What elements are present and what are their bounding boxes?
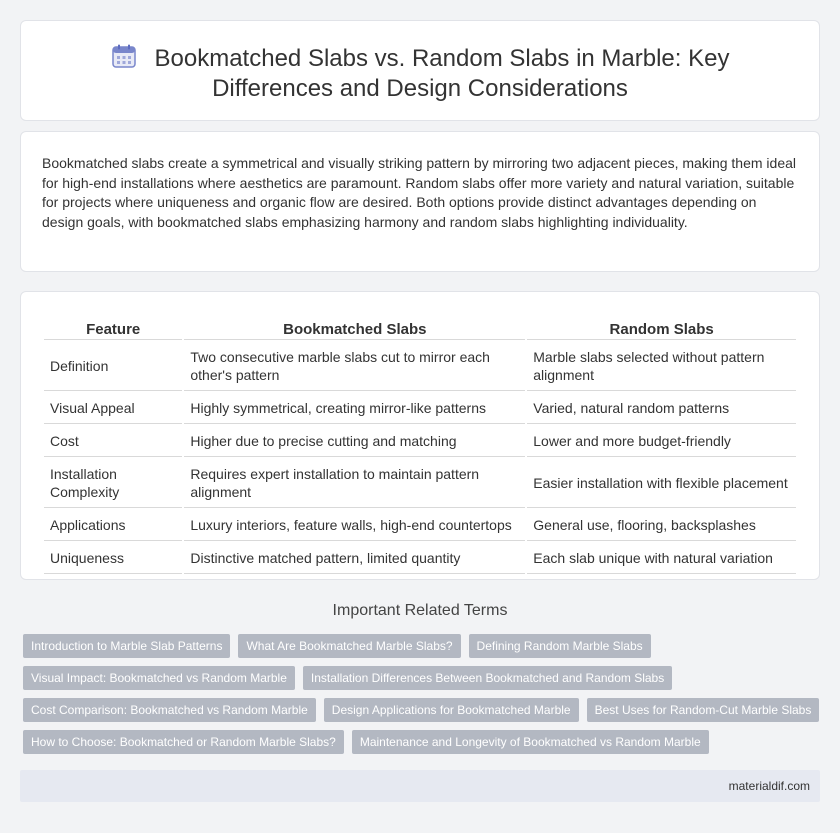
bookmatched-cell: Highly symmetrical, creating mirror-like patterns [184,393,525,424]
table-row [44,342,796,391]
table-row [44,510,796,541]
bookmatched-cell: Requires expert installation to maintain pattern alignment [184,459,525,508]
feature-cell: Applications [44,510,182,541]
feature-cell: Definition [44,342,182,391]
table-row [44,459,796,508]
footer-site[interactable]: materialdif.com [728,779,810,793]
related-term-link[interactable]: Design Applications for Bookmatched Marble [324,698,579,722]
feature-cell: Uniqueness [44,543,182,574]
random-cell: Lower and more budget-friendly [527,426,796,457]
related-term-link[interactable]: Installation Differences Between Bookmatched and Random Slabs [303,666,672,690]
feature-cell: Installation Complexity [44,459,182,508]
header-random: Random Slabs [527,316,796,340]
related-term-link[interactable]: What Are Bookmatched Marble Slabs? [238,634,460,658]
related-term-link[interactable]: How to Choose: Bookmatched or Random Marble Slabs? [23,730,344,754]
tag-row [23,634,823,658]
related-term-link[interactable]: Visual Impact: Bookmatched vs Random Marble [23,666,295,690]
tag-row [23,666,823,690]
table-row [44,543,796,574]
comparison-table [42,314,798,576]
related-term-link[interactable]: Introduction to Marble Slab Patterns [23,634,230,658]
table-header-row [44,316,796,340]
table-row [44,426,796,457]
random-cell: General use, flooring, backsplashes [527,510,796,541]
related-term-link[interactable]: Maintenance and Longevity of Bookmatched vs Random Marble [352,730,709,754]
related-term-link[interactable]: Defining Random Marble Slabs [469,634,651,658]
table-row [44,393,796,424]
title-card [20,20,820,121]
bookmatched-cell: Distinctive matched pattern, limited quantity [184,543,525,574]
intro-text: Bookmatched slabs create a symmetrical and visually striking pattern by mirroring two adjacent pieces, making them ideal for high-end installations where aesthetics are paramount. Random slabs offer more variety and natural variation, suitable for projects where uniqueness and organic flow are desired. Both options provide distinct advantages depending on design goals, with bookmatched slabs emphasizing harmony and random slabs highlighting individuality. [42,155,797,230]
random-cell: Marble slabs selected without pattern alignment [527,342,796,391]
feature-cell: Cost [44,426,182,457]
tag-row [23,698,823,722]
tag-row [23,730,823,754]
feature-cell: Visual Appeal [44,393,182,424]
related-terms-list [23,634,823,762]
bookmatched-cell: Higher due to precise cutting and matching [184,426,525,457]
footer [20,770,820,802]
related-term-link[interactable]: Best Uses for Random-Cut Marble Slabs [587,698,820,722]
bookmatched-cell: Two consecutive marble slabs cut to mirror each other's pattern [184,342,525,391]
related-terms-heading: Important Related Terms [332,602,508,619]
comparison-table-card [20,291,820,580]
header-bookmatched: Bookmatched Slabs [184,316,525,340]
intro-card [20,131,820,272]
page-title: Bookmatched Slabs vs. Random Slabs in Marble: Key Differences and Design Considerations [154,45,730,102]
header-feature: Feature [44,316,182,340]
random-cell: Each slab unique with natural variation [527,543,796,574]
calendar-icon [111,43,137,69]
random-cell: Varied, natural random patterns [527,393,796,424]
related-term-link[interactable]: Cost Comparison: Bookmatched vs Random Marble [23,698,316,722]
random-cell: Easier installation with flexible placement [527,459,796,508]
page-title-wrap [21,43,819,104]
bookmatched-cell: Luxury interiors, feature walls, high-end countertops [184,510,525,541]
